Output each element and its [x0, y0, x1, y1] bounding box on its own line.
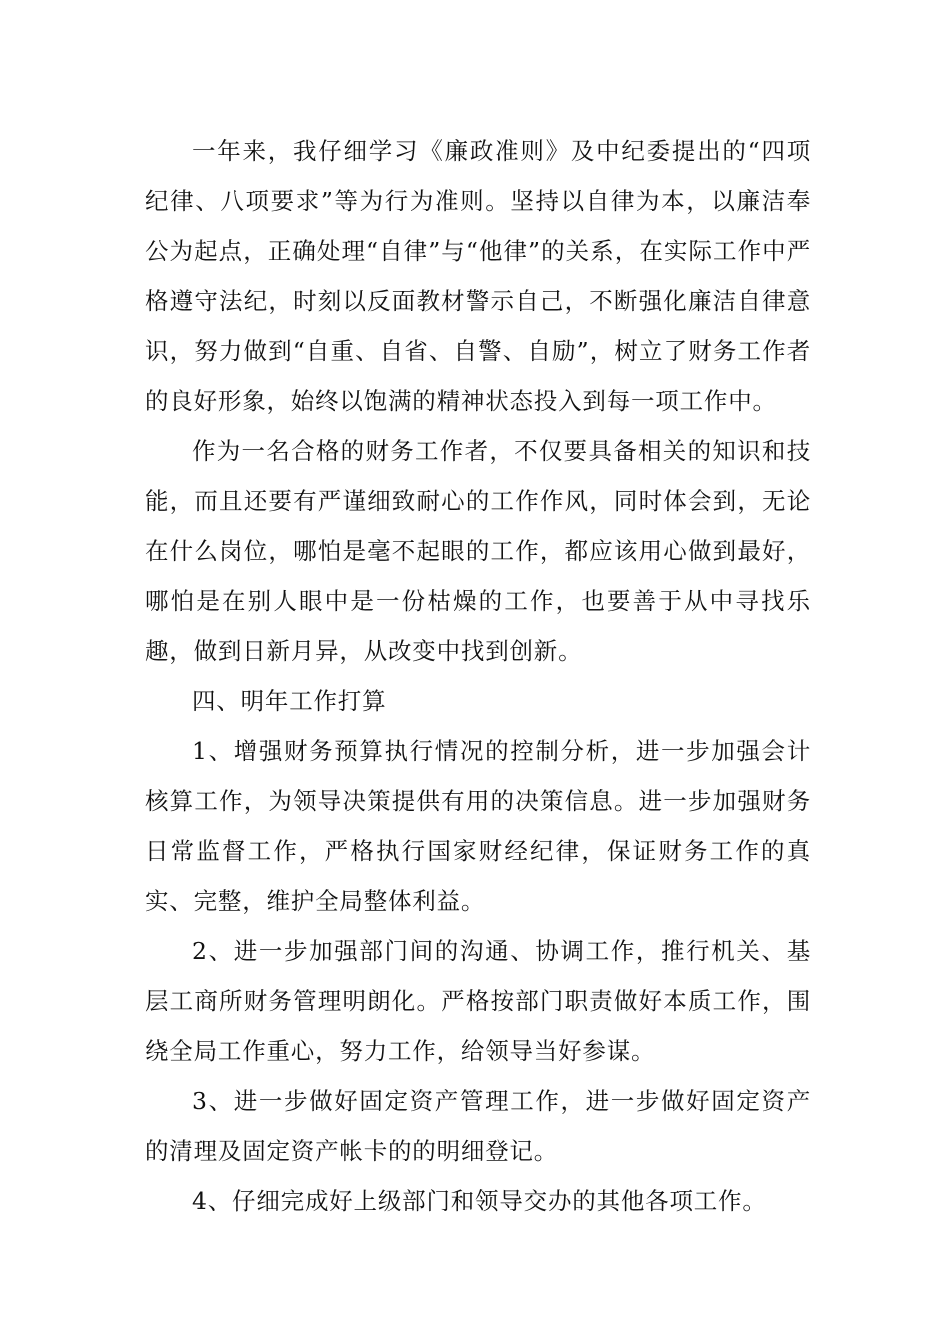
- plan-item-1: 1、增强财务预算执行情况的控制分析，进一步加强会计核算工作，为领导决策提供有用的决策信息。进一步加强财务日常监督工作，严格执行国家财经纪律，保证财务工作的真实、完整，维护全局整体利益。: [145, 737, 811, 915]
- plan-item-4: 4、仔细完成好上级部门和领导交办的其他各项工作。: [192, 1187, 767, 1215]
- paragraph-work-attitude: 作为一名合格的财务工作者，不仅要具备相关的知识和技能，而且还要有严谨细致耐心的工作作风，同时体会到，无论在什么岗位，哪怕是毫不起眼的工作，都应该用心做到最好，哪怕是在别人眼中是一份枯燥的工作，也要善于从中寻找乐趣，做到日新月异，从改变中找到创新。: [145, 437, 811, 665]
- paragraph-discipline: 一年来，我仔细学习《廉政准则》及中纪委提出的“四项纪律、八项要求”等为行为准则。坚持以自律为本，以廉洁奉公为起点，正确处理“自律”与“他律”的关系，在实际工作中严格遵守法纪，时刻以反面教材警示自己，不断强化廉洁自律意识，努力做到“自重、自省、自警、自励”，树立了财务工作者的良好形象，始终以饱满的精神状态投入到每一项工作中。: [145, 137, 811, 415]
- plan-item-2: 2、进一步加强部门间的沟通、协调工作，推行机关、基层工商所财务管理明朗化。严格按部门职责做好本质工作，围绕全局工作重心，努力工作，给领导当好参谋。: [145, 937, 811, 1065]
- plan-item-3: 3、进一步做好固定资产管理工作，进一步做好固定资产的清理及固定资产帐卡的的明细登记。: [145, 1087, 811, 1165]
- document-body: [145, 126, 811, 1226]
- section-heading-next-year-plan: 四、明年工作打算: [192, 687, 387, 715]
